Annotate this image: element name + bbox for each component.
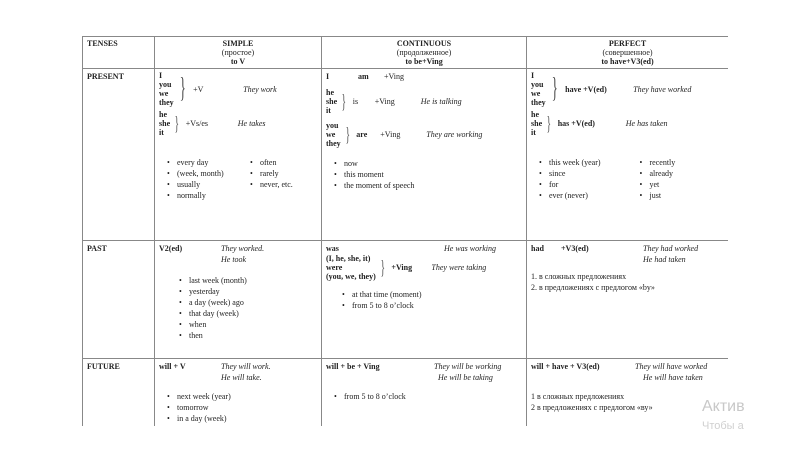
list-item: • then: [181, 330, 317, 341]
list-item: • a day (week) ago: [181, 297, 317, 308]
brace-icon: }: [551, 73, 558, 104]
brace-icon: }: [174, 112, 180, 135]
list-item: • just: [642, 190, 725, 201]
list-item: • when: [181, 319, 317, 330]
pronoun-group: I you we they: [159, 71, 174, 107]
past-perfect-cell: had +V3(ed) They had worked He had taken 1. в сложных предложениях 2. в предложениях с предлогом «by»: [527, 241, 729, 359]
list-item: • usually: [169, 179, 234, 190]
brace-icon: }: [345, 123, 350, 146]
list-item: • (week, month): [169, 168, 234, 179]
row-label-past: PAST: [83, 241, 155, 359]
brace-icon: }: [380, 256, 385, 279]
list-item: • from 5 to 8 o’clock: [336, 391, 522, 402]
time-markers: [159, 275, 317, 341]
list-item: • at that time (moment): [344, 289, 522, 300]
list-item: • this week (year): [541, 157, 624, 168]
list-item: • next week (year): [169, 391, 317, 402]
row-label-future: FUTURE: [83, 359, 155, 427]
time-markers: [531, 153, 724, 201]
list-item: • never, etc.: [252, 179, 317, 190]
brace-icon: }: [341, 90, 347, 113]
future-row: [83, 359, 729, 427]
list-item: • normally: [169, 190, 234, 201]
future-perfect-cell: will + have + V3(ed) They will have worked He will have taken 1 в сложных предложениях 2 в предложениях с предлогом «ву»: [527, 359, 729, 427]
list-item: • often: [252, 157, 317, 168]
pronoun-group: he she it: [326, 88, 338, 115]
header-row: [83, 37, 729, 69]
present-row: [83, 69, 729, 241]
list-item: • yesterday: [181, 286, 317, 297]
list-item: • the moment of speech: [336, 180, 522, 191]
past-row: [83, 241, 729, 359]
pronoun-group: I you we they: [531, 71, 546, 107]
list-item: • rarely: [252, 168, 317, 179]
future-continuous-cell: will + be + Ving They will be working He will be taking • from 5 to 8 o’clock: [322, 359, 527, 427]
time-markers: [326, 391, 522, 402]
present-continuous-cell: I am +Ving he she it } is +Ving He is talking you we they } are +Ving They are working • now • this moment • the moment of speech: [322, 69, 527, 241]
list-item: • ever (never): [541, 190, 624, 201]
list-item: • last week (month): [181, 275, 317, 286]
header-perfect: PERFECT (совершенное) to have+V3(ed): [527, 37, 729, 69]
list-item: • since: [541, 168, 624, 179]
tenses-table: [82, 36, 728, 426]
list-item: • yet: [642, 179, 725, 190]
list-item: • from 5 to 8 o’clock: [344, 300, 522, 311]
header-simple: SIMPLE (простое) to V: [155, 37, 322, 69]
grammar-table: [82, 36, 728, 426]
list-item: • this moment: [336, 169, 522, 180]
list-item: • now: [336, 158, 522, 169]
pronoun-group: he she it: [159, 110, 171, 137]
list-item: • that day (week): [181, 308, 317, 319]
list-item: • for: [541, 179, 624, 190]
usage-notes: 1. в сложных предложениях 2. в предложениях с предлогом «by»: [531, 272, 655, 292]
row-label-present: PRESENT: [83, 69, 155, 241]
time-markers: [159, 153, 317, 201]
pronoun-group: you we they: [326, 121, 341, 148]
list-item: • tomorrow: [169, 402, 317, 413]
time-markers: [326, 289, 522, 311]
time-markers: [159, 391, 317, 424]
brace-icon: }: [546, 112, 552, 135]
present-simple-cell: I you we they } +V They work he she it } +Vs/es He takes • every day • (week, month) • usually • normally • often • rarely • never, etc.: [155, 69, 322, 241]
brace-icon: }: [179, 73, 186, 104]
header-tenses: TENSES: [83, 37, 155, 69]
past-continuous-cell: was He was working (I, he, she, it) were (you, we, they) } +Ving They were taking • at that time (moment) • from 5 to 8 o’clock: [322, 241, 527, 359]
pronoun-group: (I, he, she, it) were (you, we, they): [326, 254, 376, 281]
list-item: • already: [642, 168, 725, 179]
list-item: • in a day (week): [169, 413, 317, 424]
pronoun-group: he she it: [531, 110, 543, 137]
past-simple-cell: V2(ed) They worked. He took • last week (month) • yesterday • a day (week) ago • that day (week) • when • then: [155, 241, 322, 359]
list-item: • every day: [169, 157, 234, 168]
present-perfect-cell: I you we they } have +V(ed) They have worked he she it } has +V(ed) He has taken • this week (year) • since • for • ever (never) • recently • already • yet • just: [527, 69, 729, 241]
list-item: • recently: [642, 157, 725, 168]
activation-watermark-sub: Чтобы а: [702, 420, 744, 432]
time-markers: [326, 158, 522, 191]
usage-notes: 1 в сложных предложениях 2 в предложениях с предлогом «ву»: [531, 392, 653, 412]
activation-watermark: Актив: [702, 398, 745, 415]
header-continuous: CONTINUOUS (продолженное) to be+Ving: [322, 37, 527, 69]
future-simple-cell: will + V They will work. He will take. • next week (year) • tomorrow • in a day (week): [155, 359, 322, 427]
